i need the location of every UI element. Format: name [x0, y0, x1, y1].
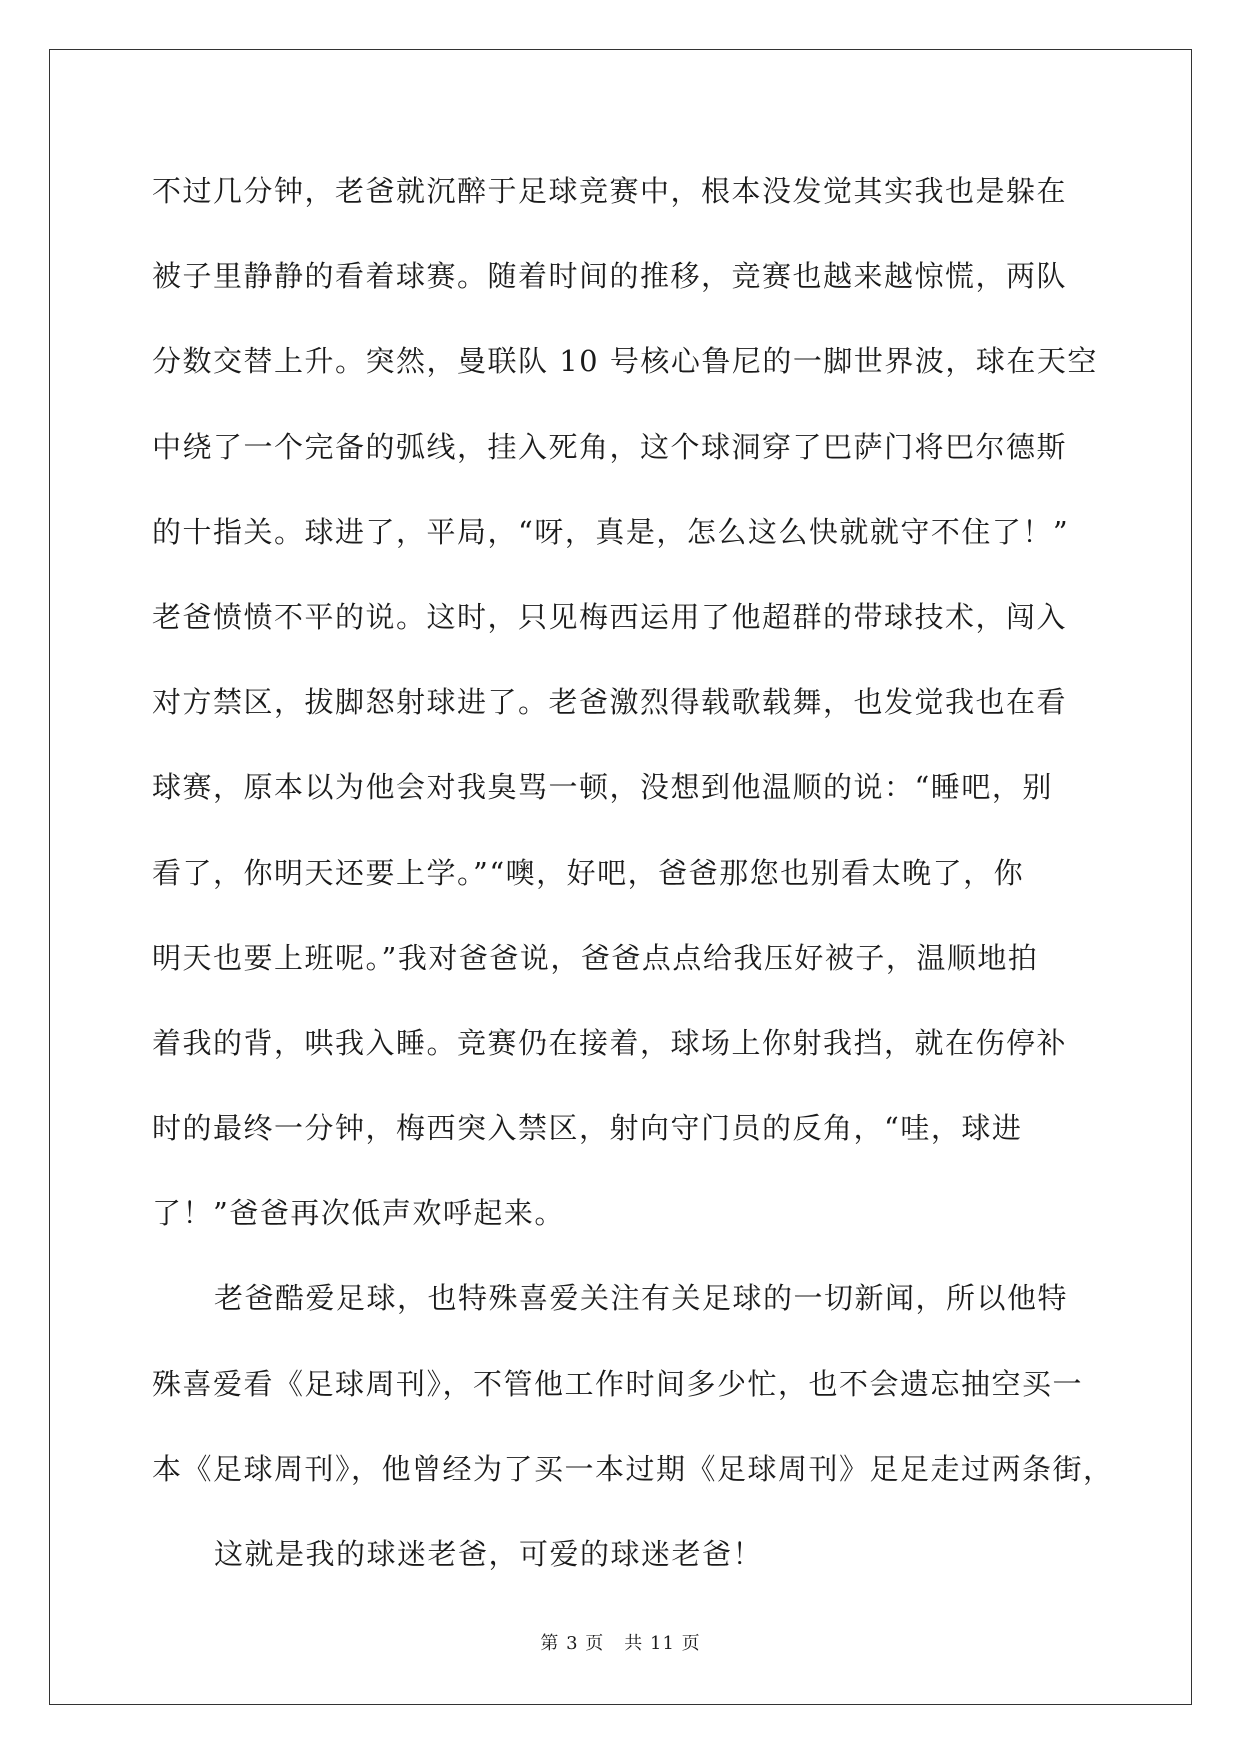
body-line: 球赛，原本以为他会对我臭骂一顿，没想到他温顺的说：“睡吧，别: [152, 770, 1053, 805]
body-line: 被子里静静的看着球赛。随着时间的推移，竞赛也越来越惊慌，两队: [152, 259, 1068, 294]
paragraph-start-line: 这就是我的球迷老爸，可爱的球迷老爸！: [214, 1537, 764, 1571]
body-line: 时的最终一分钟，梅西突入禁区，射向守门员的反角，“哇，球进: [152, 1111, 1023, 1146]
body-line: 明天也要上班呢。”我对爸爸说，爸爸点点给我压好被子，温顺地拍: [152, 940, 1039, 975]
page-footer: [0, 1629, 1241, 1655]
body-line: 中绕了一个完备的弧线，挂入死角，这个球洞穿了巴萨门将巴尔德斯: [152, 429, 1068, 464]
page-total: 共 11 页: [624, 1633, 701, 1654]
body-line: 不过几分钟，老爸就沉醉于足球竞赛中，根本没发觉其实我也是躲在: [152, 174, 1068, 208]
body-line: 本《足球周刊》，他曾经为了买一本过期《足球周刊》足足走过两条街，: [152, 1451, 1114, 1486]
document-body: [152, 162, 1114, 1610]
page-number: 第 3 页: [540, 1633, 605, 1654]
body-line: 殊喜爱看《足球周刊》，不管他工作时间多少忙，也不会遗忘抽空买一: [152, 1366, 1084, 1401]
body-line: 分数交替上升。突然，曼联队 10 号核心鲁尼的一脚世界波，球在天空: [152, 344, 1098, 379]
body-line: 对方禁区，拔脚怒射球进了。老爸激烈得载歌载舞，也发觉我也在看: [152, 685, 1068, 720]
paragraph-start-line: 老爸酷爱足球，也特殊喜爱关注有关足球的一切新闻，所以他特: [214, 1281, 1069, 1316]
body-line: 看了，你明天还要上学。”“噢，好吧，爸爸那您也别看太晚了，你: [152, 855, 1025, 890]
body-line: 了！”爸爸再次低声欢呼起来。: [152, 1196, 565, 1231]
body-line: 老爸愤愤不平的说。这时，只见梅西运用了他超群的带球技术，闯入: [152, 599, 1068, 634]
body-line: 的十指关。球进了，平局，“呀，真是，怎么这么快就就守不住了！”: [152, 514, 1070, 549]
body-line: 着我的背，哄我入睡。竞赛仍在接着，球场上你射我挡，就在伤停补: [152, 1025, 1068, 1060]
